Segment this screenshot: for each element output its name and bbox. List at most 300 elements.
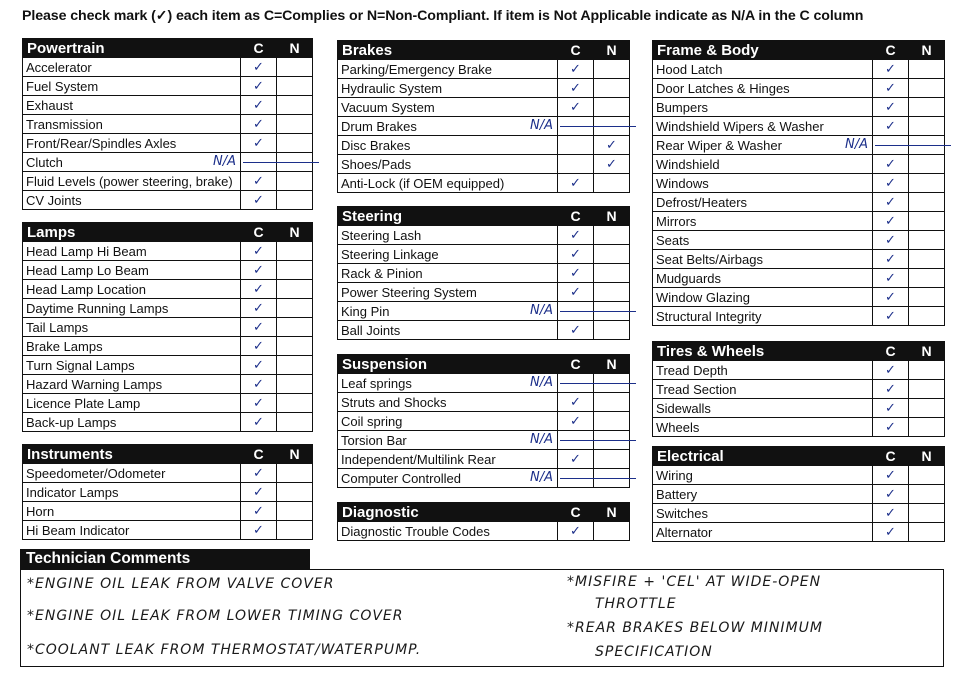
non-compliant-cell[interactable]: [594, 98, 630, 117]
checkmark-icon: ✓: [253, 523, 264, 538]
checkmark-icon: ✓: [570, 395, 581, 410]
checkmark-icon: ✓: [570, 62, 581, 77]
item-label: Transmission: [23, 115, 241, 134]
checkmark-icon: ✓: [253, 396, 264, 411]
checkmark-icon: ✓: [253, 174, 264, 189]
checklist-row: [338, 412, 630, 431]
checkmark-icon: ✓: [885, 382, 896, 397]
section-tires-wheels: [652, 341, 944, 437]
complies-cell[interactable]: [873, 98, 909, 117]
checklist-table: [22, 444, 313, 540]
complies-cell[interactable]: [530, 431, 594, 450]
checklist-row: [653, 98, 945, 117]
checkmark-icon: ✓: [570, 414, 581, 429]
column-c-header: C: [558, 355, 594, 374]
na-mark: N/A: [530, 470, 553, 485]
checklist-row: [338, 79, 630, 98]
complies-cell[interactable]: [241, 483, 277, 502]
non-compliant-cell[interactable]: [594, 79, 630, 98]
non-compliant-cell[interactable]: [594, 174, 630, 193]
item-label: Sidewalls: [653, 399, 873, 418]
checklist-table: [652, 40, 945, 326]
item-label: Brake Lamps: [23, 337, 241, 356]
column-c-header: C: [241, 445, 277, 464]
checklist-table: [337, 502, 630, 541]
checklist-row: [23, 413, 313, 432]
checklist-row: [338, 450, 630, 469]
non-compliant-cell[interactable]: [277, 502, 313, 521]
item-label: Torsion Bar: [338, 431, 558, 450]
complies-cell[interactable]: [241, 413, 277, 432]
complies-cell[interactable]: [558, 155, 594, 174]
item-label: Bumpers: [653, 98, 873, 117]
checkmark-icon: ✓: [885, 233, 896, 248]
na-mark: N/A: [530, 118, 553, 133]
complies-cell[interactable]: [241, 77, 277, 96]
checklist-row: [653, 136, 945, 155]
complies-cell[interactable]: [241, 318, 277, 337]
complies-cell[interactable]: [241, 337, 277, 356]
checklist-row: [338, 393, 630, 412]
non-compliant-cell[interactable]: [909, 117, 945, 136]
column-n-header: N: [594, 41, 630, 60]
column-c-header: C: [558, 41, 594, 60]
checklist-row: [653, 504, 945, 523]
column-n-header: N: [909, 342, 945, 361]
item-label: Turn Signal Lamps: [23, 356, 241, 375]
checkmark-icon: ✓: [885, 195, 896, 210]
non-compliant-cell[interactable]: [909, 418, 945, 437]
checklist-row: [23, 191, 313, 210]
non-compliant-cell[interactable]: [277, 134, 313, 153]
item-label: Tread Depth: [653, 361, 873, 380]
non-compliant-cell[interactable]: [277, 375, 313, 394]
checkmark-icon: ✓: [885, 119, 896, 134]
checkmark-icon: ✓: [885, 214, 896, 229]
complies-cell[interactable]: [241, 375, 277, 394]
non-compliant-cell[interactable]: [277, 191, 313, 210]
complies-cell[interactable]: [873, 250, 909, 269]
item-label: Fluid Levels (power steering, brake): [23, 172, 241, 191]
complies-cell[interactable]: [873, 418, 909, 437]
non-compliant-cell[interactable]: [909, 466, 945, 485]
checkmark-icon: ✓: [253, 282, 264, 297]
complies-cell[interactable]: [873, 212, 909, 231]
item-label: Hi Beam Indicator: [23, 521, 241, 540]
checkmark-icon: ✓: [885, 420, 896, 435]
complies-cell[interactable]: [241, 191, 277, 210]
item-label: Tread Section: [653, 380, 873, 399]
non-compliant-cell[interactable]: [277, 172, 313, 191]
checkmark-icon: ✓: [885, 100, 896, 115]
checklist-row: [653, 361, 945, 380]
non-compliant-cell[interactable]: [594, 117, 630, 136]
complies-cell[interactable]: [873, 504, 909, 523]
complies-cell[interactable]: [558, 98, 594, 117]
checklist-row: [653, 193, 945, 212]
checkmark-icon: ✓: [253, 136, 264, 151]
item-label: Alternator: [653, 523, 873, 542]
non-compliant-cell[interactable]: [909, 504, 945, 523]
checkmark-icon: ✓: [253, 466, 264, 481]
section-title: Steering: [338, 207, 558, 226]
item-label: Door Latches & Hinges: [653, 79, 873, 98]
checklist-row: [23, 299, 313, 318]
checkmark-icon: ✓: [885, 271, 896, 286]
checklist-row: [23, 521, 313, 540]
instructions-header: Please check mark (✓) each item as C=Complies or N=Non-Compliant. If item is Not Applicable indicate as N/A in the C column: [22, 8, 864, 24]
checklist-row: [23, 464, 313, 483]
section-steering: [337, 206, 629, 340]
checklist-row: [23, 280, 313, 299]
checklist-row: [338, 155, 630, 174]
non-compliant-cell[interactable]: [277, 337, 313, 356]
checklist-row: [23, 318, 313, 337]
complies-cell[interactable]: [558, 412, 594, 431]
non-compliant-cell[interactable]: [277, 413, 313, 432]
non-compliant-cell[interactable]: [594, 226, 630, 245]
non-compliant-cell[interactable]: [594, 321, 630, 340]
checkmark-icon: ✓: [253, 98, 264, 113]
complies-cell[interactable]: [558, 60, 594, 79]
complies-cell[interactable]: [873, 193, 909, 212]
checklist-table: [22, 222, 313, 432]
checklist-row: [338, 283, 630, 302]
checklist-row: [23, 58, 313, 77]
checklist-row: [23, 261, 313, 280]
non-compliant-cell[interactable]: [594, 283, 630, 302]
complies-cell[interactable]: [558, 79, 594, 98]
complies-cell[interactable]: [558, 321, 594, 340]
item-label: Clutch: [23, 153, 241, 172]
non-compliant-cell[interactable]: [909, 523, 945, 542]
item-label: Rack & Pinion: [338, 264, 558, 283]
technician-comments-box[interactable]: [20, 569, 944, 667]
complies-cell[interactable]: [873, 307, 909, 326]
checklist-row: [653, 174, 945, 193]
item-label: Anti-Lock (if OEM equipped): [338, 174, 558, 193]
complies-cell[interactable]: [241, 356, 277, 375]
checklist-table: [22, 38, 313, 210]
item-label: Exhaust: [23, 96, 241, 115]
non-compliant-cell[interactable]: [594, 302, 630, 321]
checklist-row: [338, 431, 630, 450]
item-label: Back-up Lamps: [23, 413, 241, 432]
non-compliant-cell[interactable]: [277, 153, 313, 172]
complies-cell[interactable]: [558, 450, 594, 469]
checklist-row: [23, 77, 313, 96]
non-compliant-cell[interactable]: [909, 98, 945, 117]
complies-cell[interactable]: [873, 523, 909, 542]
complies-cell[interactable]: [241, 96, 277, 115]
non-compliant-cell[interactable]: [594, 393, 630, 412]
section-suspension: [337, 354, 629, 488]
column-c-header: C: [873, 41, 909, 60]
checklist-row: [23, 502, 313, 521]
non-compliant-cell[interactable]: [277, 521, 313, 540]
complies-cell[interactable]: [873, 174, 909, 193]
non-compliant-cell[interactable]: [594, 155, 630, 174]
section-title: Brakes: [338, 41, 558, 60]
complies-cell[interactable]: [873, 269, 909, 288]
checkmark-icon: ✓: [885, 62, 896, 77]
checklist-row: [23, 394, 313, 413]
checklist-row: [23, 96, 313, 115]
non-compliant-cell[interactable]: [909, 231, 945, 250]
item-label: Head Lamp Lo Beam: [23, 261, 241, 280]
column-n-header: N: [909, 41, 945, 60]
item-label: Hydraulic System: [338, 79, 558, 98]
checklist-row: [653, 485, 945, 504]
non-compliant-cell[interactable]: [277, 280, 313, 299]
column-c-header: C: [241, 39, 277, 58]
complies-cell[interactable]: [241, 261, 277, 280]
non-compliant-cell[interactable]: [909, 269, 945, 288]
checklist-row: [23, 337, 313, 356]
non-compliant-cell[interactable]: [277, 483, 313, 502]
complies-cell[interactable]: [530, 374, 594, 393]
item-label: Parking/Emergency Brake: [338, 60, 558, 79]
item-label: Head Lamp Location: [23, 280, 241, 299]
item-label: Switches: [653, 504, 873, 523]
checklist-row: [23, 153, 313, 172]
complies-cell[interactable]: [558, 393, 594, 412]
item-label: Leaf springs: [338, 374, 558, 393]
checkmark-icon: ✓: [253, 117, 264, 132]
checklist-row: [23, 242, 313, 261]
checkmark-icon: ✓: [253, 193, 264, 208]
complies-cell[interactable]: [873, 79, 909, 98]
complies-cell[interactable]: [873, 466, 909, 485]
checklist-row: [23, 356, 313, 375]
checklist-row: [23, 483, 313, 502]
section-title: Powertrain: [23, 39, 241, 58]
non-compliant-cell[interactable]: [277, 115, 313, 134]
non-compliant-cell[interactable]: [594, 431, 630, 450]
checklist-row: [23, 134, 313, 153]
item-label: Front/Rear/Spindles Axles: [23, 134, 241, 153]
non-compliant-cell[interactable]: [909, 288, 945, 307]
column-c-header: C: [873, 342, 909, 361]
checklist-row: [653, 155, 945, 174]
checkmark-icon: ✓: [253, 504, 264, 519]
item-label: Wheels: [653, 418, 873, 437]
complies-cell[interactable]: [873, 361, 909, 380]
checklist-row: [23, 172, 313, 191]
item-label: Seats: [653, 231, 873, 250]
column-c-header: C: [873, 447, 909, 466]
non-compliant-cell[interactable]: [277, 464, 313, 483]
non-compliant-cell[interactable]: [594, 522, 630, 541]
item-label: Head Lamp Hi Beam: [23, 242, 241, 261]
non-compliant-cell[interactable]: [277, 261, 313, 280]
non-compliant-cell[interactable]: [594, 412, 630, 431]
complies-cell[interactable]: [558, 226, 594, 245]
checklist-row: [653, 399, 945, 418]
item-label: CV Joints: [23, 191, 241, 210]
na-mark: N/A: [845, 137, 868, 152]
section-title: Diagnostic: [338, 503, 558, 522]
non-compliant-cell[interactable]: [909, 250, 945, 269]
complies-cell[interactable]: [873, 60, 909, 79]
complies-cell[interactable]: [241, 115, 277, 134]
non-compliant-cell[interactable]: [909, 174, 945, 193]
non-compliant-cell[interactable]: [909, 361, 945, 380]
non-compliant-cell[interactable]: [594, 245, 630, 264]
section-title: Suspension: [338, 355, 558, 374]
checkmark-icon: ✓: [253, 339, 264, 354]
checklist-row: [653, 269, 945, 288]
checkmark-icon: ✓: [606, 157, 617, 172]
item-label: Defrost/Heaters: [653, 193, 873, 212]
non-compliant-cell[interactable]: [277, 77, 313, 96]
checkmark-icon: ✓: [253, 263, 264, 278]
complies-cell[interactable]: [873, 380, 909, 399]
item-label: Disc Brakes: [338, 136, 558, 155]
complies-cell[interactable]: [241, 172, 277, 191]
complies-cell[interactable]: [241, 521, 277, 540]
non-compliant-cell[interactable]: [909, 79, 945, 98]
checklist-table: [337, 40, 630, 193]
complies-cell[interactable]: [530, 469, 594, 488]
non-compliant-cell[interactable]: [277, 242, 313, 261]
item-label: Diagnostic Trouble Codes: [338, 522, 558, 541]
non-compliant-cell[interactable]: [594, 264, 630, 283]
complies-cell[interactable]: [558, 136, 594, 155]
non-compliant-cell[interactable]: [594, 469, 630, 488]
checklist-row: [338, 174, 630, 193]
column-n-header: N: [909, 447, 945, 466]
complies-cell[interactable]: [530, 302, 594, 321]
item-label: Speedometer/Odometer: [23, 464, 241, 483]
section-title: Lamps: [23, 223, 241, 242]
complies-cell[interactable]: [241, 394, 277, 413]
checkmark-icon: ✓: [570, 247, 581, 262]
section-title: Instruments: [23, 445, 241, 464]
complies-cell[interactable]: [530, 117, 594, 136]
complies-cell[interactable]: [241, 58, 277, 77]
checkmark-icon: ✓: [885, 252, 896, 267]
complies-cell[interactable]: [241, 502, 277, 521]
checkmark-icon: ✓: [570, 176, 581, 191]
checklist-row: [653, 231, 945, 250]
complies-cell[interactable]: [558, 522, 594, 541]
non-compliant-cell[interactable]: [909, 307, 945, 326]
non-compliant-cell[interactable]: [277, 58, 313, 77]
non-compliant-cell[interactable]: [594, 60, 630, 79]
item-label: Hood Latch: [653, 60, 873, 79]
column-c-header: C: [558, 503, 594, 522]
complies-cell[interactable]: [873, 399, 909, 418]
complies-cell[interactable]: [558, 264, 594, 283]
section-title: Electrical: [653, 447, 873, 466]
column-n-header: N: [277, 445, 313, 464]
complies-cell[interactable]: [845, 136, 909, 155]
section-diagnostic: [337, 502, 629, 541]
non-compliant-cell[interactable]: [909, 155, 945, 174]
item-label: Battery: [653, 485, 873, 504]
checklist-table: [337, 206, 630, 340]
checkmark-icon: ✓: [885, 290, 896, 305]
checkmark-icon: ✓: [253, 320, 264, 335]
checkmark-icon: ✓: [253, 415, 264, 430]
checkmark-icon: ✓: [885, 363, 896, 378]
comment-line: SPECIFICATION: [595, 644, 713, 660]
complies-cell[interactable]: [241, 242, 277, 261]
complies-cell[interactable]: [873, 288, 909, 307]
item-label: Mudguards: [653, 269, 873, 288]
checkmark-icon: ✓: [253, 358, 264, 373]
checklist-row: [338, 302, 630, 321]
comment-line: THROTTLE: [595, 596, 677, 612]
non-compliant-cell[interactable]: [909, 60, 945, 79]
column-c-header: C: [558, 207, 594, 226]
non-compliant-cell[interactable]: [909, 399, 945, 418]
checklist-row: [653, 307, 945, 326]
non-compliant-cell[interactable]: [909, 380, 945, 399]
checkmark-icon: ✓: [570, 100, 581, 115]
non-compliant-cell[interactable]: [594, 374, 630, 393]
complies-cell[interactable]: [558, 283, 594, 302]
complies-cell[interactable]: [558, 245, 594, 264]
complies-cell[interactable]: [241, 464, 277, 483]
item-label: Accelerator: [23, 58, 241, 77]
non-compliant-cell[interactable]: [909, 212, 945, 231]
checkmark-icon: ✓: [253, 377, 264, 392]
non-compliant-cell[interactable]: [909, 485, 945, 504]
non-compliant-cell[interactable]: [594, 136, 630, 155]
item-label: King Pin: [338, 302, 558, 321]
checkmark-icon: ✓: [570, 266, 581, 281]
complies-cell[interactable]: [873, 485, 909, 504]
non-compliant-cell[interactable]: [909, 136, 945, 155]
non-compliant-cell[interactable]: [277, 318, 313, 337]
item-label: Struts and Shocks: [338, 393, 558, 412]
non-compliant-cell[interactable]: [277, 394, 313, 413]
complies-cell[interactable]: [873, 117, 909, 136]
checkmark-icon: ✓: [606, 138, 617, 153]
complies-cell[interactable]: [873, 231, 909, 250]
comment-line: *MISFIRE + 'CEL' AT WIDE-OPEN: [567, 574, 822, 590]
complies-cell[interactable]: [241, 280, 277, 299]
non-compliant-cell[interactable]: [277, 299, 313, 318]
column-c-header: C: [241, 223, 277, 242]
technician-comments-title: Technician Comments: [20, 549, 310, 569]
non-compliant-cell[interactable]: [594, 450, 630, 469]
checklist-row: [338, 374, 630, 393]
item-label: Computer Controlled: [338, 469, 558, 488]
non-compliant-cell[interactable]: [277, 356, 313, 375]
complies-cell[interactable]: [241, 134, 277, 153]
item-label: Rear Wiper & Washer: [653, 136, 873, 155]
complies-cell[interactable]: [558, 174, 594, 193]
section-frame-body: [652, 40, 944, 326]
checkmark-icon: ✓: [253, 485, 264, 500]
complies-cell[interactable]: [241, 299, 277, 318]
non-compliant-cell[interactable]: [277, 96, 313, 115]
checklist-row: [338, 226, 630, 245]
non-compliant-cell[interactable]: [909, 193, 945, 212]
checklist-row: [338, 117, 630, 136]
checkmark-icon: ✓: [885, 468, 896, 483]
checklist-row: [338, 264, 630, 283]
complies-cell[interactable]: [213, 153, 277, 172]
checkmark-icon: ✓: [885, 81, 896, 96]
checklist-row: [23, 375, 313, 394]
complies-cell[interactable]: [873, 155, 909, 174]
item-label: Windshield Wipers & Washer: [653, 117, 873, 136]
checkmark-icon: ✓: [885, 157, 896, 172]
